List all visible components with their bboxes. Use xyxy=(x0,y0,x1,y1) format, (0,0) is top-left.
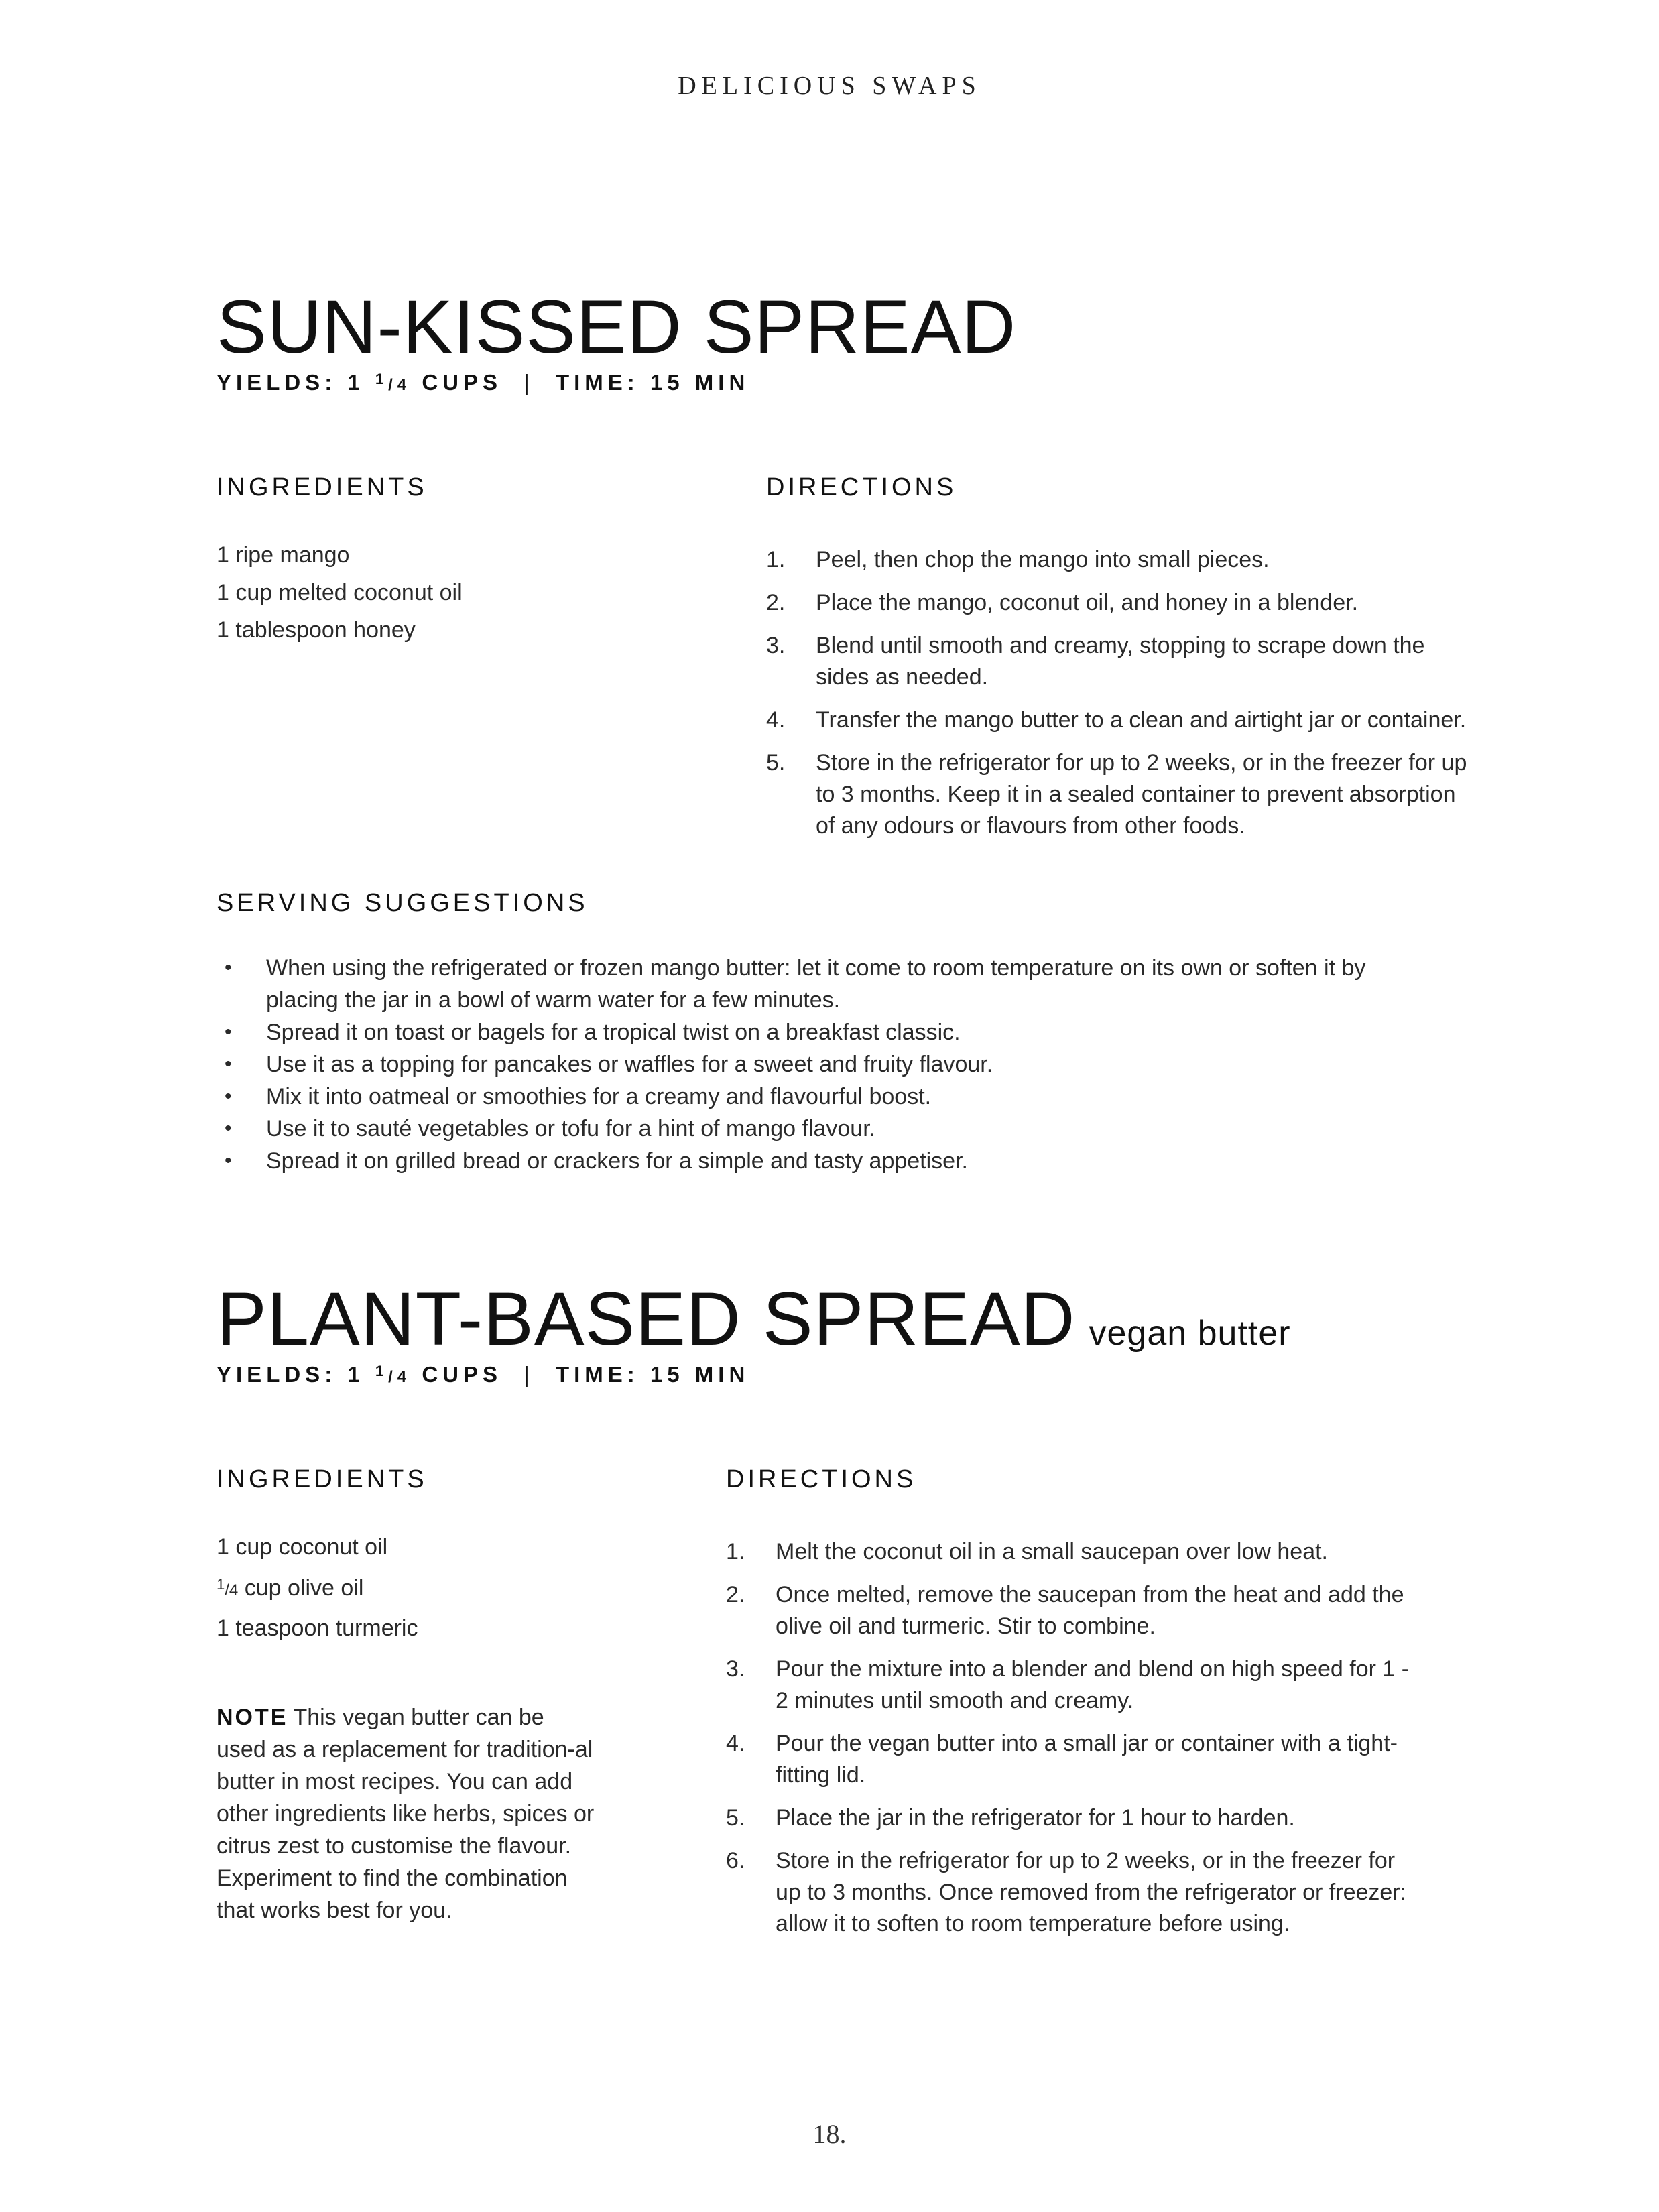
recipe-2-time: TIME: 15 MIN xyxy=(555,1362,750,1387)
direction-step: 3. Pour the mixture into a blender and blend on high speed for 1 - 2 minutes until smooth and creamy. xyxy=(726,1656,1410,1713)
recipe-2-yields: YIELDS: 1 xyxy=(217,1362,365,1387)
note-label: NOTE xyxy=(217,1705,288,1730)
ingredient-item: 1 tablespoon honey xyxy=(217,617,416,643)
ingredient-item: 1 ripe mango xyxy=(217,542,350,568)
recipe-1-ingredients-list xyxy=(217,536,686,649)
direction-step: 4. Pour the vegan butter into a small jar or container with a tight-fitting lid. xyxy=(726,1731,1398,1788)
direction-step: 5. Place the jar in the refrigerator for 1 hour to harden. xyxy=(726,1805,1295,1831)
recipe-2-ingredients-list xyxy=(217,1528,686,1647)
direction-step: 3. Blend until smooth and creamy, stopping to scrape down the sides as needed. xyxy=(766,633,1425,690)
serving-item: • Mix it into oatmeal or smoothies for a creamy and flavourful boost. xyxy=(225,1084,932,1109)
direction-step: 1. Peel, then chop the mango into small pieces. xyxy=(766,547,1270,572)
recipe-2-directions-list xyxy=(726,1536,1423,1951)
direction-step: 5. Store in the refrigerator for up to 2 weeks, or in the freezer for up to 3 months. Keep it in a sealed container to prevent absorption of any odours or flavours from other foods. xyxy=(766,750,1467,839)
recipe-2-ingredients-heading: INGREDIENTS xyxy=(217,1465,428,1493)
direction-step: 1. Melt the coconut oil in a small saucepan over low heat. xyxy=(726,1539,1329,1564)
ingredient-fraction: $^1$/4 xyxy=(217,1576,239,1599)
ingredient-item: 1 teaspoon turmeric xyxy=(217,1615,418,1641)
recipe-1-directions-list xyxy=(766,544,1470,853)
recipe-2-yields-fraction: $^1$/4 xyxy=(375,1363,412,1386)
recipe-1-title-text: SUN-KISSED SPREAD xyxy=(217,285,1017,369)
serving-item: • Use it to sauté vegetables or tofu for a hint of mango flavour. xyxy=(225,1116,876,1142)
recipe-2-title-text: PLANT-BASED SPREAD xyxy=(217,1277,1076,1361)
direction-step: 2. Once melted, remove the saucepan from the heat and add the olive oil and turmeric. Stir to combine. xyxy=(726,1582,1404,1639)
recipe-2-title xyxy=(217,1277,1291,1361)
serving-item: • Use it as a topping for pancakes or waffles for a sweet and fruity flavour. xyxy=(225,1052,993,1077)
recipe-1-meta-separator: | xyxy=(524,370,534,395)
recipe-1-ingredients-heading: INGREDIENTS xyxy=(217,473,428,501)
recipe-1-yields-fraction: $^1$/4 xyxy=(375,371,412,394)
recipe-2-subtitle: vegan butter xyxy=(1089,1314,1291,1353)
note-text: This vegan butter can be used as a replacement for tradition-al butter in most recipes. You can add other ingredients like herbs, spices or citrus zest to customise the flavour. Experiment to find the combination that works best for you. xyxy=(217,1705,595,1923)
ingredient-item: 1 cup melted coconut oil xyxy=(217,580,463,605)
running-head: DELICIOUS SWAPS xyxy=(678,72,981,100)
page-number: 18. xyxy=(812,2119,847,2149)
ingredient-item: $^1$/4 cup olive oil xyxy=(217,1575,364,1601)
recipe-1-serving-heading: SERVING SUGGESTIONS xyxy=(217,889,589,917)
recipe-2-directions-heading: DIRECTIONS xyxy=(726,1465,917,1493)
recipe-1-yields: YIELDS: 1 xyxy=(217,370,365,395)
recipe-1-time: TIME: 15 MIN xyxy=(555,370,750,395)
recipe-1-meta xyxy=(217,370,749,395)
recipe-2-meta xyxy=(217,1362,749,1388)
serving-item: • Spread it on grilled bread or crackers for a simple and tasty appetiser. xyxy=(225,1148,968,1174)
recipe-1-serving-list xyxy=(217,952,1436,1177)
recipe-2-meta-separator: | xyxy=(524,1362,534,1387)
direction-step: 2. Place the mango, coconut oil, and honey in a blender. xyxy=(766,590,1359,615)
direction-step: 6. Store in the refrigerator for up to 2 weeks, or in the freezer for up to 3 months. Once removed from the refrigerator or freezer: allow it to soften to room temperature before using. xyxy=(726,1848,1407,1937)
serving-item: • Spread it on toast or bagels for a tropical twist on a breakfast classic. xyxy=(225,1020,961,1045)
direction-step: 4. Transfer the mango butter to a clean and airtight jar or container. xyxy=(766,707,1467,733)
recipe-1-yields-unit: CUPS xyxy=(422,370,503,395)
ingredient-item: 1 cup coconut oil xyxy=(217,1534,388,1560)
serving-item: • When using the refrigerated or frozen mango butter: let it come to room temperature on its own or soften it by placing the jar in a bowl of warm water for a few minutes. xyxy=(225,955,1366,1013)
recipe-2-yields-unit: CUPS xyxy=(422,1362,503,1387)
recipe-1-directions-heading: DIRECTIONS xyxy=(766,473,957,501)
recipe-2-note xyxy=(217,1701,599,1926)
recipe-1-title xyxy=(217,285,1017,369)
